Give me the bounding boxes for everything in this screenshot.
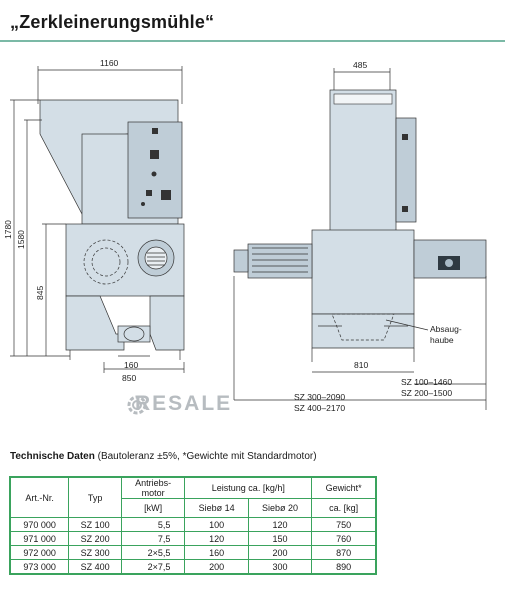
tech-heading (10, 451, 317, 462)
col-gewicht: Gewicht* (312, 477, 376, 499)
table-row: 971 000 SZ 200 7,5 120 150 760 (10, 532, 376, 546)
callout-line1: Absaug- (430, 324, 462, 334)
col-sieb14: Siebø 14 (185, 499, 248, 518)
table-row: 973 000 SZ 400 2×7,5 200 300 890 (10, 560, 376, 575)
dim-height-total: 1780 (3, 220, 13, 239)
dim-side-width: 485 (353, 60, 368, 70)
dim-sz-low-a: SZ 100–1460 (401, 377, 453, 387)
page-title: „Zerkleinerungsmühle“ (10, 12, 215, 32)
dim-diameter: 160 (124, 360, 139, 370)
dim-side-bottom: 810 (354, 360, 369, 370)
watermark: RESALE (135, 392, 233, 415)
col-motor: Antriebs- motor (121, 477, 184, 499)
front-view (3, 58, 184, 383)
col-gewicht-unit: ca. [kg] (312, 499, 376, 518)
col-leistung: Leistung ca. [kg/h] (185, 477, 312, 499)
technical-drawing (0, 44, 505, 439)
dim-sz-high-b: SZ 400–2170 (294, 403, 346, 413)
table-row: 972 000 SZ 300 2×5,5 160 200 870 (10, 546, 376, 560)
tech-data-table (9, 476, 377, 575)
col-typ: Typ (69, 477, 122, 518)
tech-note: (Bautoleranz ±5%, *Gewichte mit Standardmotor) (97, 451, 317, 462)
title-divider (0, 40, 505, 42)
col-motor-unit: [kW] (121, 499, 184, 518)
table-row: 970 000 SZ 100 5,5 100 120 750 (10, 518, 376, 532)
dim-width-base: 850 (122, 373, 137, 383)
col-art: Art.-Nr. (10, 477, 69, 518)
callout-line2: haube (430, 335, 454, 345)
dim-height-inner: 1580 (16, 230, 26, 249)
tech-title: Technische Daten (10, 451, 95, 462)
dim-sz-low-b: SZ 200–1500 (401, 388, 453, 398)
side-view (234, 60, 486, 413)
dim-height-lower: 845 (35, 285, 45, 300)
dim-width-top: 1160 (100, 58, 119, 68)
col-sieb20: Siebø 20 (248, 499, 311, 518)
dim-sz-high-a: SZ 300–2090 (294, 392, 346, 402)
